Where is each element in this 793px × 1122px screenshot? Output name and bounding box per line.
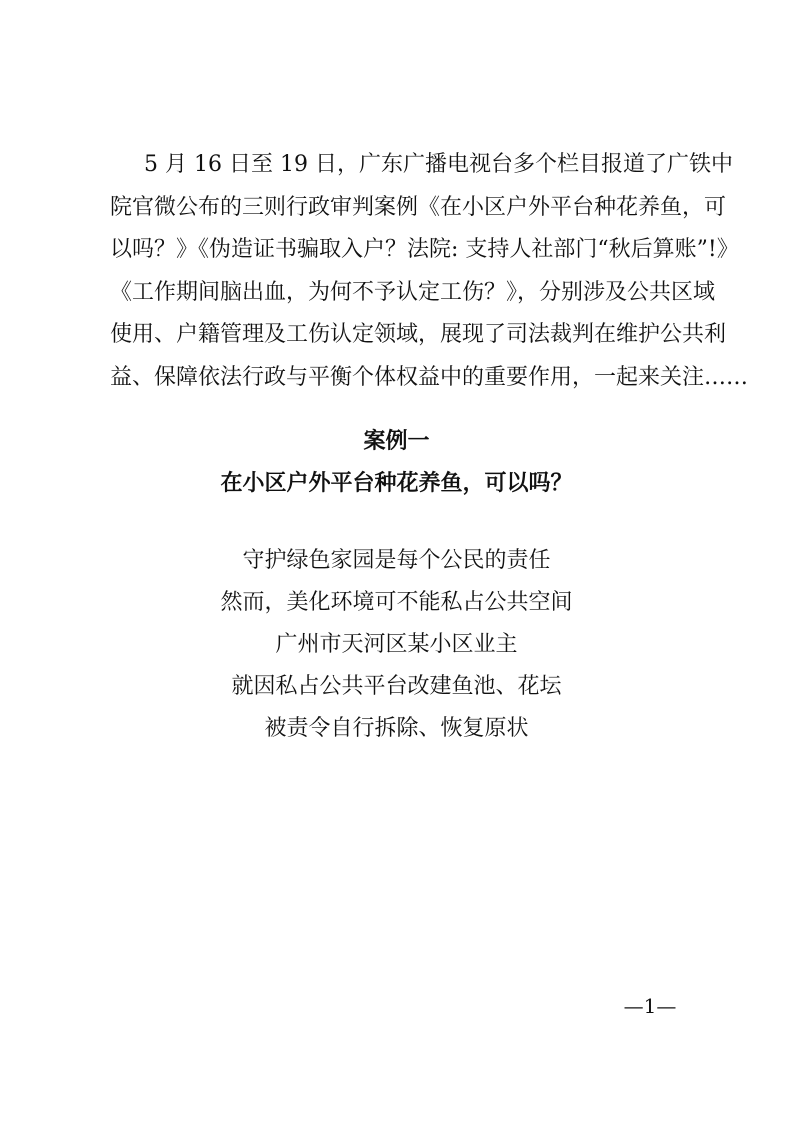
case-title: 在小区户外平台种花养鱼，可以吗？ (220, 471, 573, 496)
case-label: 案例一 (363, 429, 430, 454)
intro-line: 以吗？》《伪造证书骗取入户？法院: 支持人社部门“秋后算账”!》 (110, 237, 739, 262)
verse-line: 被责令自行拆除、恢复原状 (264, 716, 529, 741)
intro-line: 益、保障依法行政与平衡个体权益中的重要作用，一起来关注…… (110, 364, 749, 390)
intro-line: 《工作期间脑出血，为何不予认定工伤？》，分别涉及公共区域 (110, 279, 716, 305)
verse-line: 守护绿色家园是每个公民的责任 (242, 548, 551, 573)
verse-block (0, 540, 793, 750)
page-number: —1— (623, 994, 677, 1018)
verse-line: 就因私占公共平台改建鱼池、花坛 (231, 674, 562, 699)
intro-line: 使用、户籍管理及工伤认定领域，展现了司法裁判在维护公共利 (110, 322, 727, 347)
intro-paragraph (110, 144, 749, 399)
verse-line: 然而，美化环境可不能私占公共空间 (220, 590, 573, 615)
intro-line: 5 月 16 日至 19 日，广东广播电视台多个栏目报道了广铁中 (144, 152, 733, 177)
verse-line: 广州市天河区某小区业主 (275, 632, 518, 657)
intro-line: 院官微公布的三则行政审判案例《在小区户外平台种花养鱼，可 (110, 194, 727, 220)
